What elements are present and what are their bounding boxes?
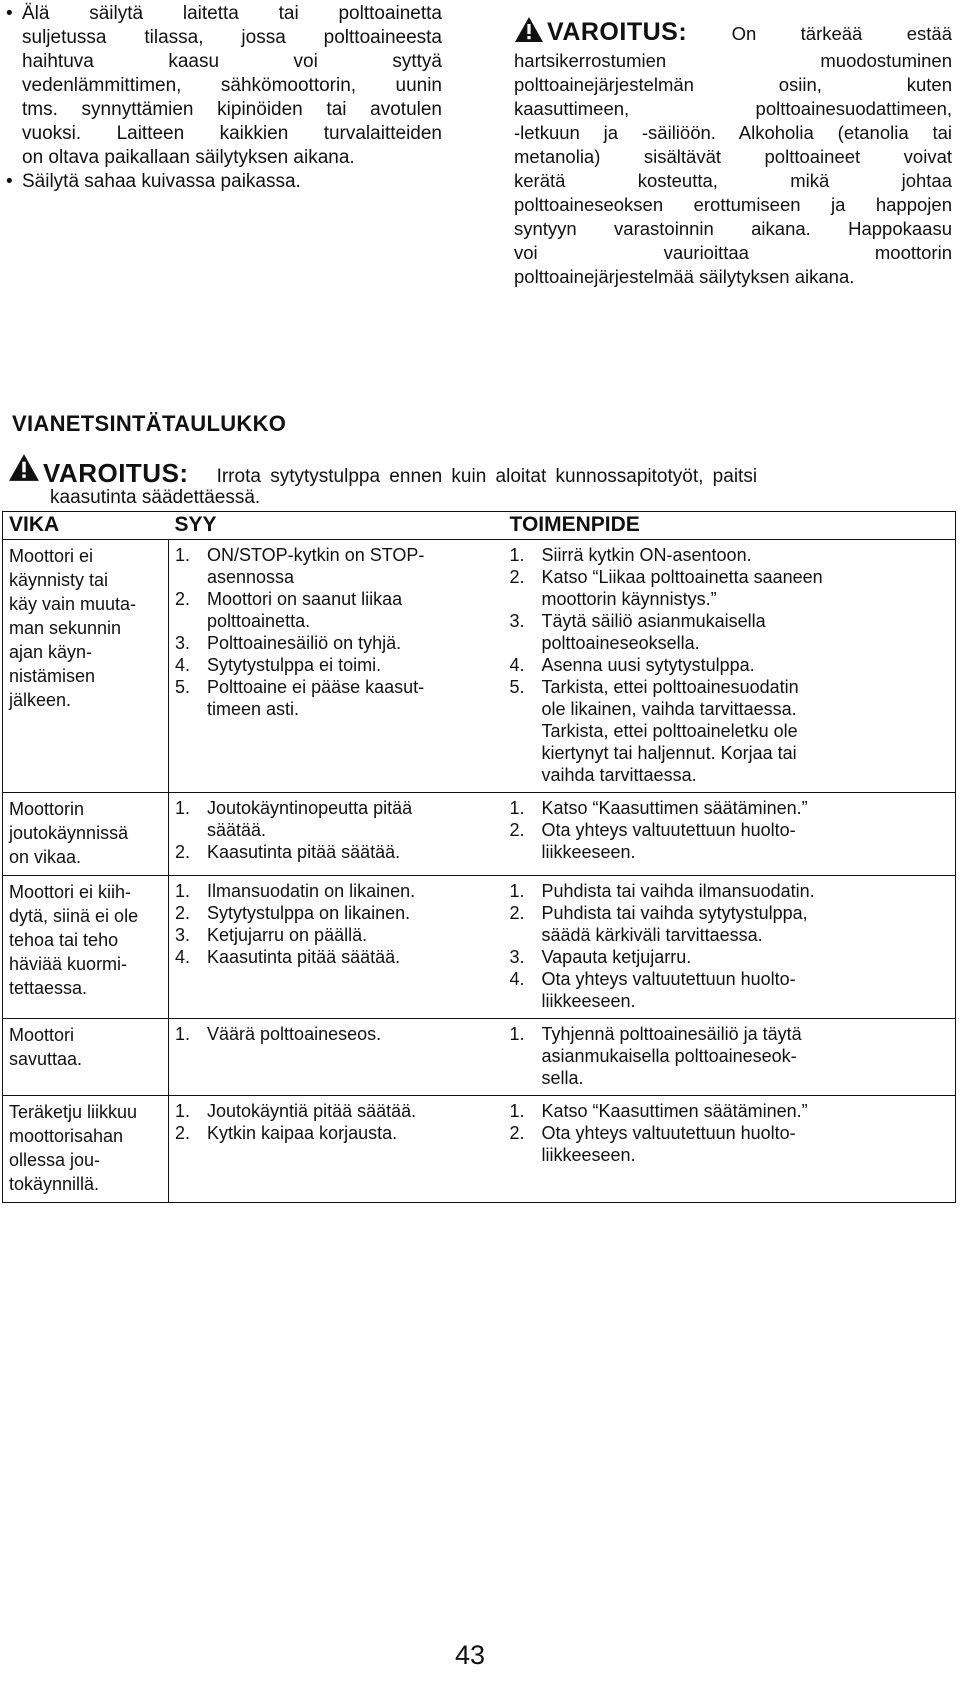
item-line: kiertynyt tai haljennut. Korjaa tai	[541, 743, 797, 763]
item-number: 3.	[175, 633, 191, 653]
item-line: Polttoainesäiliö on tyhjä.	[207, 633, 402, 653]
item-text	[207, 1023, 500, 1045]
toimenpide-item	[510, 1100, 952, 1122]
item-number: 2.	[509, 820, 525, 840]
header-vika: VIKA	[3, 512, 169, 540]
syy-item	[175, 797, 500, 841]
table-row	[3, 540, 956, 793]
item-text	[542, 902, 952, 946]
item-number: 2.	[175, 842, 191, 862]
cell-syy	[169, 876, 504, 1019]
item-text	[542, 880, 952, 902]
vika-line: Moottori ei	[9, 546, 94, 566]
item-text	[542, 819, 952, 863]
storage-bullets	[6, 2, 442, 194]
item-line: sella.	[541, 1068, 584, 1088]
item-number: 4.	[509, 655, 525, 675]
syy-item	[175, 632, 500, 654]
table-row	[3, 1096, 956, 1203]
item-line: Tarkista, ettei polttoainesuodatin	[541, 677, 799, 697]
cell-toimenpide	[504, 793, 956, 876]
vika-line: nistämisen	[9, 666, 96, 686]
fuel-warning-body	[514, 49, 952, 289]
item-line: Sytytystulppa ei toimi.	[207, 655, 382, 675]
toimenpide-item	[510, 819, 952, 863]
item-line: liikkeeseen.	[541, 991, 636, 1011]
warning-line: metanolia) sisältävät polttoaineet voivat	[514, 146, 952, 167]
toimenpide-item	[510, 968, 952, 1012]
syy-item	[175, 924, 500, 946]
item-number: 4.	[175, 655, 191, 675]
item-text	[207, 880, 500, 902]
warning-icon	[8, 453, 40, 488]
item-text	[207, 924, 500, 946]
vika-line: on vikaa.	[9, 847, 82, 867]
maintenance-warning	[8, 453, 952, 509]
warning-line: kerätä kosteutta, mikä johtaa	[514, 170, 952, 191]
cell-vika	[3, 1096, 169, 1203]
vika-line: Teräketju liikkuu	[9, 1102, 138, 1122]
item-number: 1.	[175, 1101, 191, 1121]
item-number: 1.	[509, 798, 525, 818]
item-text	[207, 1122, 500, 1144]
item-line: Polttoaine ei pääse kaasut-	[207, 677, 425, 697]
vika-line: Moottori	[9, 1025, 75, 1045]
syy-item	[175, 1122, 500, 1144]
warning-heading: VAROITUS:	[547, 18, 688, 46]
item-line: moottorin käynnistys.”	[541, 589, 717, 609]
bullet-line: • Älä säilytä laitetta tai polttoainetta	[22, 3, 442, 24]
item-number: 5.	[509, 677, 525, 697]
warning-line: polttoainejärjestelmän osiin, kuten	[514, 74, 952, 95]
item-text	[542, 797, 952, 819]
syy-item	[175, 1100, 500, 1122]
vika-line: tettaessa.	[9, 978, 88, 998]
warning-heading: VAROITUS:	[43, 458, 189, 488]
toimenpide-item	[510, 946, 952, 968]
cell-vika	[3, 876, 169, 1019]
item-line: vaihda tarvittaessa.	[541, 765, 697, 785]
warning-text-continued: kaasutinta säädettäessä.	[50, 487, 261, 508]
warning-line: syntyyn varastoinnin aikana. Happokaasu	[514, 218, 952, 239]
vika-line: ajan käyn-	[9, 642, 93, 662]
toimenpide-item	[510, 797, 952, 819]
toimenpide-item	[510, 544, 952, 566]
item-line: Joutokäyntinopeutta pitää	[207, 798, 413, 818]
item-line: Kytkin kaipaa korjausta.	[207, 1123, 398, 1143]
item-number: 1.	[175, 881, 191, 901]
warning-icon	[514, 16, 544, 49]
item-number: 2.	[175, 903, 191, 923]
item-text	[542, 676, 952, 786]
item-line: timeen asti.	[207, 699, 300, 719]
fuel-warning-first-line	[514, 16, 952, 49]
item-text	[207, 676, 500, 720]
item-line: Vapauta ketjujarru.	[541, 947, 692, 967]
item-line: Moottori on saanut liikaa	[207, 589, 403, 609]
item-number: 2.	[175, 1123, 191, 1143]
vika-line: tehoa tai teho	[9, 930, 119, 950]
warning-line: voi vaurioittaa moottorin	[514, 242, 952, 263]
item-number: 1.	[509, 545, 525, 565]
cell-syy	[169, 1096, 504, 1203]
vika-line: joutokäynnissä	[9, 823, 129, 843]
troubleshooting-table	[2, 511, 956, 1203]
item-line: Katso “Kaasuttimen säätäminen.”	[541, 798, 808, 818]
toimenpide-item	[510, 1023, 952, 1089]
cell-vika	[3, 793, 169, 876]
syy-item	[175, 676, 500, 720]
item-text	[207, 654, 500, 676]
bullet-item	[6, 170, 442, 194]
header-toimenpide: TOIMENPIDE	[504, 512, 956, 540]
item-line: Katso “Kaasuttimen säätäminen.”	[541, 1101, 808, 1121]
page-number: 43	[455, 1640, 486, 1670]
syy-item	[175, 1023, 500, 1045]
syy-item	[175, 544, 500, 588]
table-header-row	[3, 512, 956, 540]
vika-line: man sekunnin	[9, 618, 122, 638]
vika-line: ollessa jou-	[9, 1150, 101, 1170]
warning-line: hartsikerrostumien muodostuminen	[514, 50, 952, 71]
item-line: asennossa	[207, 567, 295, 587]
item-text	[207, 946, 500, 968]
vika-line: savuttaa.	[9, 1049, 83, 1069]
item-line: Väärä polttoaineseos.	[207, 1024, 382, 1044]
warning-line: polttoaineseoksen erottumiseen ja happojen	[514, 194, 952, 215]
item-number: 1.	[175, 545, 191, 565]
item-line: säädä kärkiväli tarvittaessa.	[541, 925, 763, 945]
item-number: 1.	[175, 798, 191, 818]
cell-syy	[169, 540, 504, 793]
cell-vika	[3, 1019, 169, 1096]
item-text	[542, 968, 952, 1012]
item-line: Puhdista tai vaihda ilmansuodatin.	[541, 881, 815, 901]
item-line: liikkeeseen.	[541, 842, 636, 862]
fuel-warning	[514, 16, 952, 289]
item-line: Kaasutinta pitää säätää.	[207, 842, 401, 862]
table-row	[3, 1019, 956, 1096]
table-row	[3, 876, 956, 1019]
item-line: Ota yhteys valtuutettuun huolto-	[541, 1123, 796, 1143]
item-line: polttoainetta.	[207, 611, 311, 631]
item-line: ole likainen, vaihda tarvittaessa.	[541, 699, 797, 719]
cell-toimenpide	[504, 1019, 956, 1096]
bullet-line: haihtuva kaasu voi syttyä	[22, 51, 442, 72]
item-line: säätää.	[207, 820, 267, 840]
item-line: Kaasutinta pitää säätää.	[207, 947, 401, 967]
item-line: polttoaineseoksella.	[541, 633, 700, 653]
vika-line: jälkeen.	[9, 690, 72, 710]
item-number: 1.	[509, 881, 525, 901]
vika-line: tokäynnillä.	[9, 1174, 100, 1194]
syy-item	[175, 946, 500, 968]
syy-item	[175, 902, 500, 924]
toimenpide-item	[510, 880, 952, 902]
item-number: 4.	[175, 947, 191, 967]
item-line: Joutokäyntiä pitää säätää.	[207, 1101, 417, 1121]
item-text	[542, 1023, 952, 1089]
cell-toimenpide	[504, 876, 956, 1019]
item-line: Asenna uusi sytytystulppa.	[541, 655, 755, 675]
item-text	[542, 566, 952, 610]
toimenpide-item	[510, 902, 952, 946]
section-title: VIANETSINTÄTAULUKKO	[12, 411, 287, 436]
item-line: Tarkista, ettei polttoaineletku ole	[541, 721, 798, 741]
item-number: 5.	[175, 677, 191, 697]
cell-toimenpide	[504, 540, 956, 793]
item-text	[542, 610, 952, 654]
item-line: Siirrä kytkin ON-asentoon.	[541, 545, 752, 565]
header-syy: SYY	[169, 512, 504, 540]
bullet-line: vuoksi. Laitteen kaikkien turvalaitteiden	[22, 123, 442, 144]
item-number: 3.	[509, 947, 525, 967]
vika-line: dytä, siinä ei ole	[9, 906, 139, 926]
item-line: liikkeeseen.	[541, 1145, 636, 1165]
item-number: 2.	[509, 567, 525, 587]
item-text	[542, 1100, 952, 1122]
item-text	[542, 544, 952, 566]
toimenpide-item	[510, 676, 952, 786]
item-line: Ota yhteys valtuutettuun huolto-	[541, 820, 796, 840]
item-line: Ota yhteys valtuutettuun huolto-	[541, 969, 796, 989]
warning-line: polttoainejärjestelmää säilytyksen aikana.	[514, 266, 855, 287]
item-line: Puhdista tai vaihda sytytystulppa,	[541, 903, 808, 923]
item-line: Ketjujarru on päällä.	[207, 925, 368, 945]
item-number: 2.	[509, 903, 525, 923]
item-text	[542, 654, 952, 676]
vika-line: Moottorin	[9, 799, 85, 819]
item-line: ON/STOP-kytkin on STOP-	[207, 545, 425, 565]
item-line: Katso “Liikaa polttoainetta saaneen	[541, 567, 823, 587]
bullet-line: vedenlämmittimen, sähkömoottorin, uunin	[22, 75, 442, 96]
item-number: 1.	[175, 1024, 191, 1044]
warning-first-line-text: On tärkeää estää	[731, 23, 953, 44]
toimenpide-item	[510, 654, 952, 676]
item-line: Tyhjennä polttoainesäiliö ja täytä	[541, 1024, 802, 1044]
bullet-item	[6, 2, 442, 170]
item-number: 4.	[509, 969, 525, 989]
item-number: 1.	[509, 1101, 525, 1121]
bullet-line: • Säilytä sahaa kuivassa paikassa.	[22, 171, 301, 192]
item-line: Ilmansuodatin on likainen.	[207, 881, 416, 901]
item-text	[207, 588, 500, 632]
syy-item	[175, 880, 500, 902]
table-row	[3, 793, 956, 876]
item-text	[207, 632, 500, 654]
warning-text: Irrota sytytystulppa ennen kuin aloitat kunnossapitotyöt, paitsi	[216, 466, 758, 487]
bullet-line: on oltava paikallaan säilytyksen aikana.	[22, 147, 355, 168]
item-line: asianmukaisella polttoaineseok-	[541, 1046, 797, 1066]
syy-item	[175, 654, 500, 676]
vika-line: Moottori ei kiih-	[9, 882, 132, 902]
toimenpide-item	[510, 610, 952, 654]
item-number: 3.	[175, 925, 191, 945]
item-text	[207, 902, 500, 924]
cell-toimenpide	[504, 1096, 956, 1203]
cell-syy	[169, 793, 504, 876]
vika-line: käynnisty tai	[9, 570, 109, 590]
cell-vika	[3, 540, 169, 793]
warning-line: -letkuun ja -säiliöön. Alkoholia (etanolia tai	[514, 122, 952, 143]
syy-item	[175, 841, 500, 863]
cell-syy	[169, 1019, 504, 1096]
item-line: Täytä säiliö asianmukaisella	[541, 611, 766, 631]
vika-line: moottorisahan	[9, 1126, 124, 1146]
item-number: 2.	[509, 1123, 525, 1143]
syy-item	[175, 588, 500, 632]
item-number: 1.	[509, 1024, 525, 1044]
bullet-line: suljetussa tilassa, jossa polttoaineesta	[22, 27, 442, 48]
item-text	[542, 1122, 952, 1166]
vika-line: häviää kuormi-	[9, 954, 128, 974]
bullet-line: tms. synnyttämien kipinöiden tai avotulen	[22, 99, 442, 120]
item-line: Sytytystulppa on likainen.	[207, 903, 411, 923]
toimenpide-item	[510, 566, 952, 610]
warning-line: kaasuttimeen, polttoainesuodattimeen,	[514, 98, 952, 119]
item-number: 3.	[509, 611, 525, 631]
item-text	[207, 841, 500, 863]
item-text	[207, 797, 500, 841]
vika-line: käy vain muuta-	[9, 594, 137, 614]
item-text	[207, 1100, 500, 1122]
item-text	[207, 544, 500, 588]
item-number: 2.	[175, 589, 191, 609]
item-text	[542, 946, 952, 968]
toimenpide-item	[510, 1122, 952, 1166]
